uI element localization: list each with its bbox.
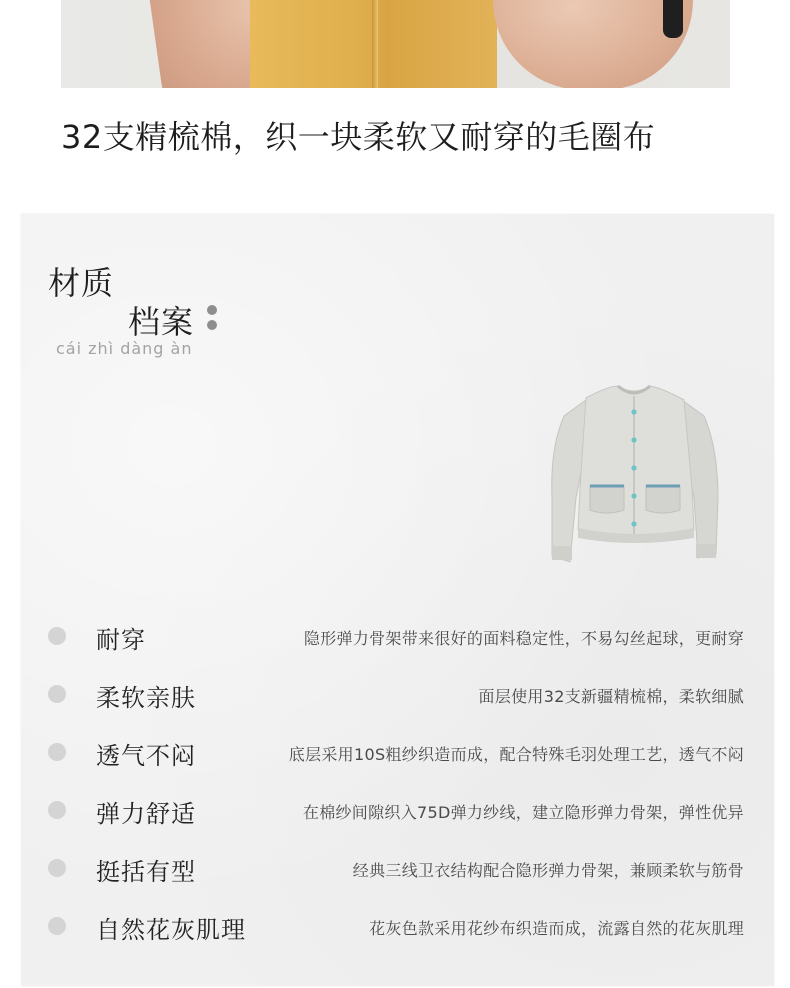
bullet-dot-icon bbox=[48, 627, 66, 645]
feature-desc: 经典三线卫衣结构配合隐形弹力骨架，兼顾柔软与筋骨 bbox=[352, 861, 744, 880]
feature-row bbox=[40, 850, 756, 890]
feature-row bbox=[40, 734, 756, 774]
wooden-block bbox=[250, 0, 497, 88]
bullet-dot-icon bbox=[48, 859, 66, 877]
feature-name: 柔软亲肤 bbox=[96, 684, 196, 712]
bullet-dot-icon bbox=[48, 917, 66, 935]
feature-row bbox=[40, 676, 756, 716]
bullet-dot-icon bbox=[48, 685, 66, 703]
feature-row bbox=[40, 908, 756, 948]
card-title-line2: 档案 bbox=[128, 303, 195, 341]
headline: 32支精梳棉，织一块柔软又耐穿的毛圈布 bbox=[61, 118, 656, 156]
card-pinyin: cái zhì dàng àn bbox=[56, 339, 193, 358]
feature-row bbox=[40, 792, 756, 832]
card-title-line1: 材质 bbox=[48, 264, 115, 302]
feature-name: 耐穿 bbox=[96, 626, 146, 654]
bullet-dot-icon bbox=[48, 743, 66, 761]
feature-desc: 在棉纱间隙织入75D弹力纱线，建立隐形弹力骨架，弹性优异 bbox=[302, 803, 744, 822]
shoe bbox=[663, 0, 683, 38]
feature-desc: 面层使用32支新疆精梳棉，柔软细腻 bbox=[478, 687, 744, 706]
colon-icon bbox=[207, 305, 217, 331]
jacket-image bbox=[546, 378, 722, 564]
feature-desc: 花灰色款采用花纱布织造而成，流露自然的花灰肌理 bbox=[369, 919, 744, 938]
feature-desc: 底层采用10S粗纱织造而成，配合特殊毛羽处理工艺，透气不闷 bbox=[288, 745, 744, 764]
feature-name: 弹力舒适 bbox=[96, 800, 196, 828]
feature-name: 透气不闷 bbox=[96, 742, 196, 770]
feature-name: 自然花灰肌理 bbox=[96, 916, 246, 944]
feature-desc: 隐形弹力骨架带来很好的面料稳定性，不易勾丝起球，更耐穿 bbox=[303, 629, 744, 648]
feature-row bbox=[40, 618, 756, 658]
bullet-dot-icon bbox=[48, 801, 66, 819]
product-photo bbox=[61, 0, 730, 88]
feature-name: 挺括有型 bbox=[96, 858, 196, 886]
